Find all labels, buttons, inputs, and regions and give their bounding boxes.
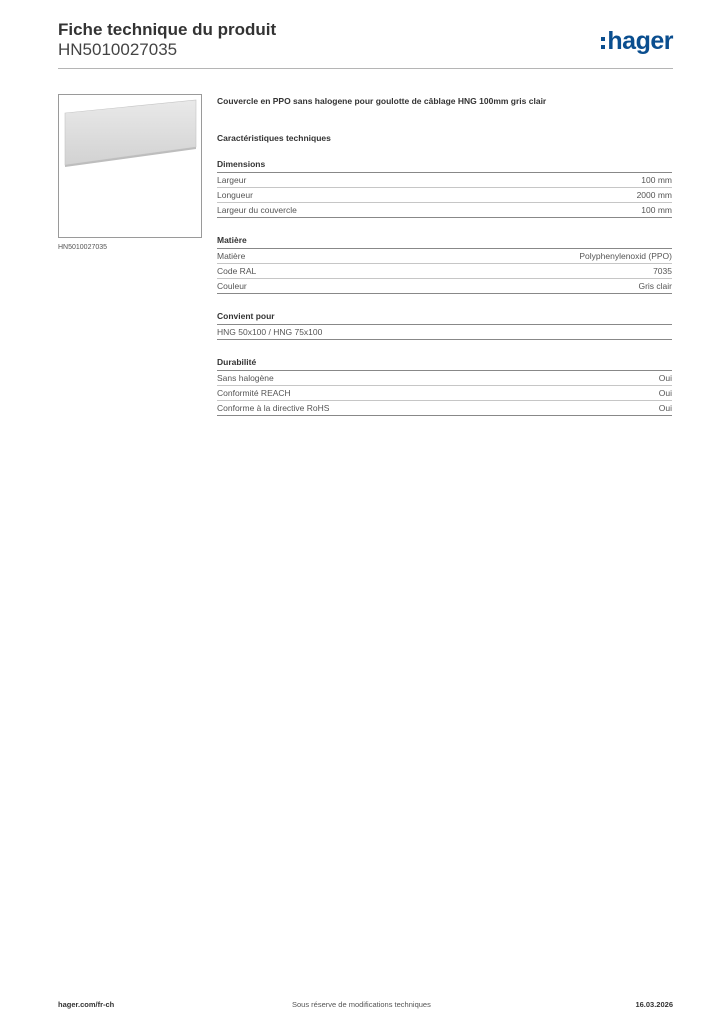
- spec-section: [217, 235, 672, 294]
- spec-row: [217, 249, 672, 264]
- spec-label: Largeur: [217, 175, 247, 185]
- spec-row: [217, 279, 672, 294]
- spec-row: [217, 203, 672, 218]
- spec-label: Conformité REACH: [217, 388, 291, 398]
- spec-value: Oui: [658, 373, 672, 383]
- spec-label: Matière: [217, 251, 246, 261]
- section-title: Convient pour: [217, 311, 672, 325]
- spec-row: [217, 401, 672, 416]
- spec-label: Largeur du couvercle: [217, 205, 297, 215]
- cover-illustration: [59, 95, 201, 237]
- page-title: Fiche technique du produit: [58, 20, 277, 39]
- spec-row: [217, 371, 672, 386]
- spec-value: Polyphenylenoxid (PPO): [579, 251, 672, 261]
- logo-dots-icon: [601, 37, 605, 49]
- product-code: HN5010027035: [58, 40, 178, 59]
- spec-section: [217, 159, 672, 218]
- spec-value: Oui: [658, 388, 672, 398]
- spec-row: [217, 188, 672, 203]
- product-image: [58, 94, 202, 238]
- spec-subtitle: Caractéristiques techniques: [217, 133, 331, 143]
- spec-value: 100 mm: [641, 175, 672, 185]
- footer-date: 16.03.2026: [635, 1000, 673, 1009]
- logo-text: hager: [607, 27, 673, 55]
- spec-section: [217, 357, 672, 416]
- spec-label: Conforme à la directive RoHS: [217, 403, 330, 413]
- spec-label: Sans halogène: [217, 373, 274, 383]
- spec-value: 2000 mm: [636, 190, 672, 200]
- header-divider: [58, 68, 673, 69]
- section-title: Durabilité: [217, 357, 672, 371]
- spec-section: [217, 311, 672, 340]
- spec-value: 100 mm: [641, 205, 672, 215]
- spec-value: Oui: [658, 403, 672, 413]
- footer-notice: Sous réserve de modifications techniques: [292, 1000, 431, 1009]
- spec-row: [217, 264, 672, 279]
- image-caption: HN5010027035: [58, 244, 108, 251]
- spec-sections: [217, 159, 672, 416]
- section-title: Dimensions: [217, 159, 672, 173]
- spec-label: Code RAL: [217, 266, 257, 276]
- spec-row: [217, 325, 672, 340]
- spec-row: [217, 386, 672, 401]
- page-header: [58, 20, 673, 68]
- spec-value: Gris clair: [638, 281, 672, 291]
- spec-value: 7035: [653, 266, 672, 276]
- spec-row: [217, 173, 672, 188]
- spec-label: Longueur: [217, 190, 253, 200]
- hager-logo: [601, 28, 673, 54]
- footer-website: hager.com/fr-ch: [58, 1000, 115, 1009]
- spec-label: Couleur: [217, 281, 247, 291]
- spec-label: HNG 50x100 / HNG 75x100: [217, 327, 323, 337]
- section-title: Matière: [217, 235, 672, 249]
- spec-content: [217, 96, 672, 416]
- product-description: Couvercle en PPO sans halogene pour goulotte de câblage HNG 100mm gris clair: [217, 96, 547, 106]
